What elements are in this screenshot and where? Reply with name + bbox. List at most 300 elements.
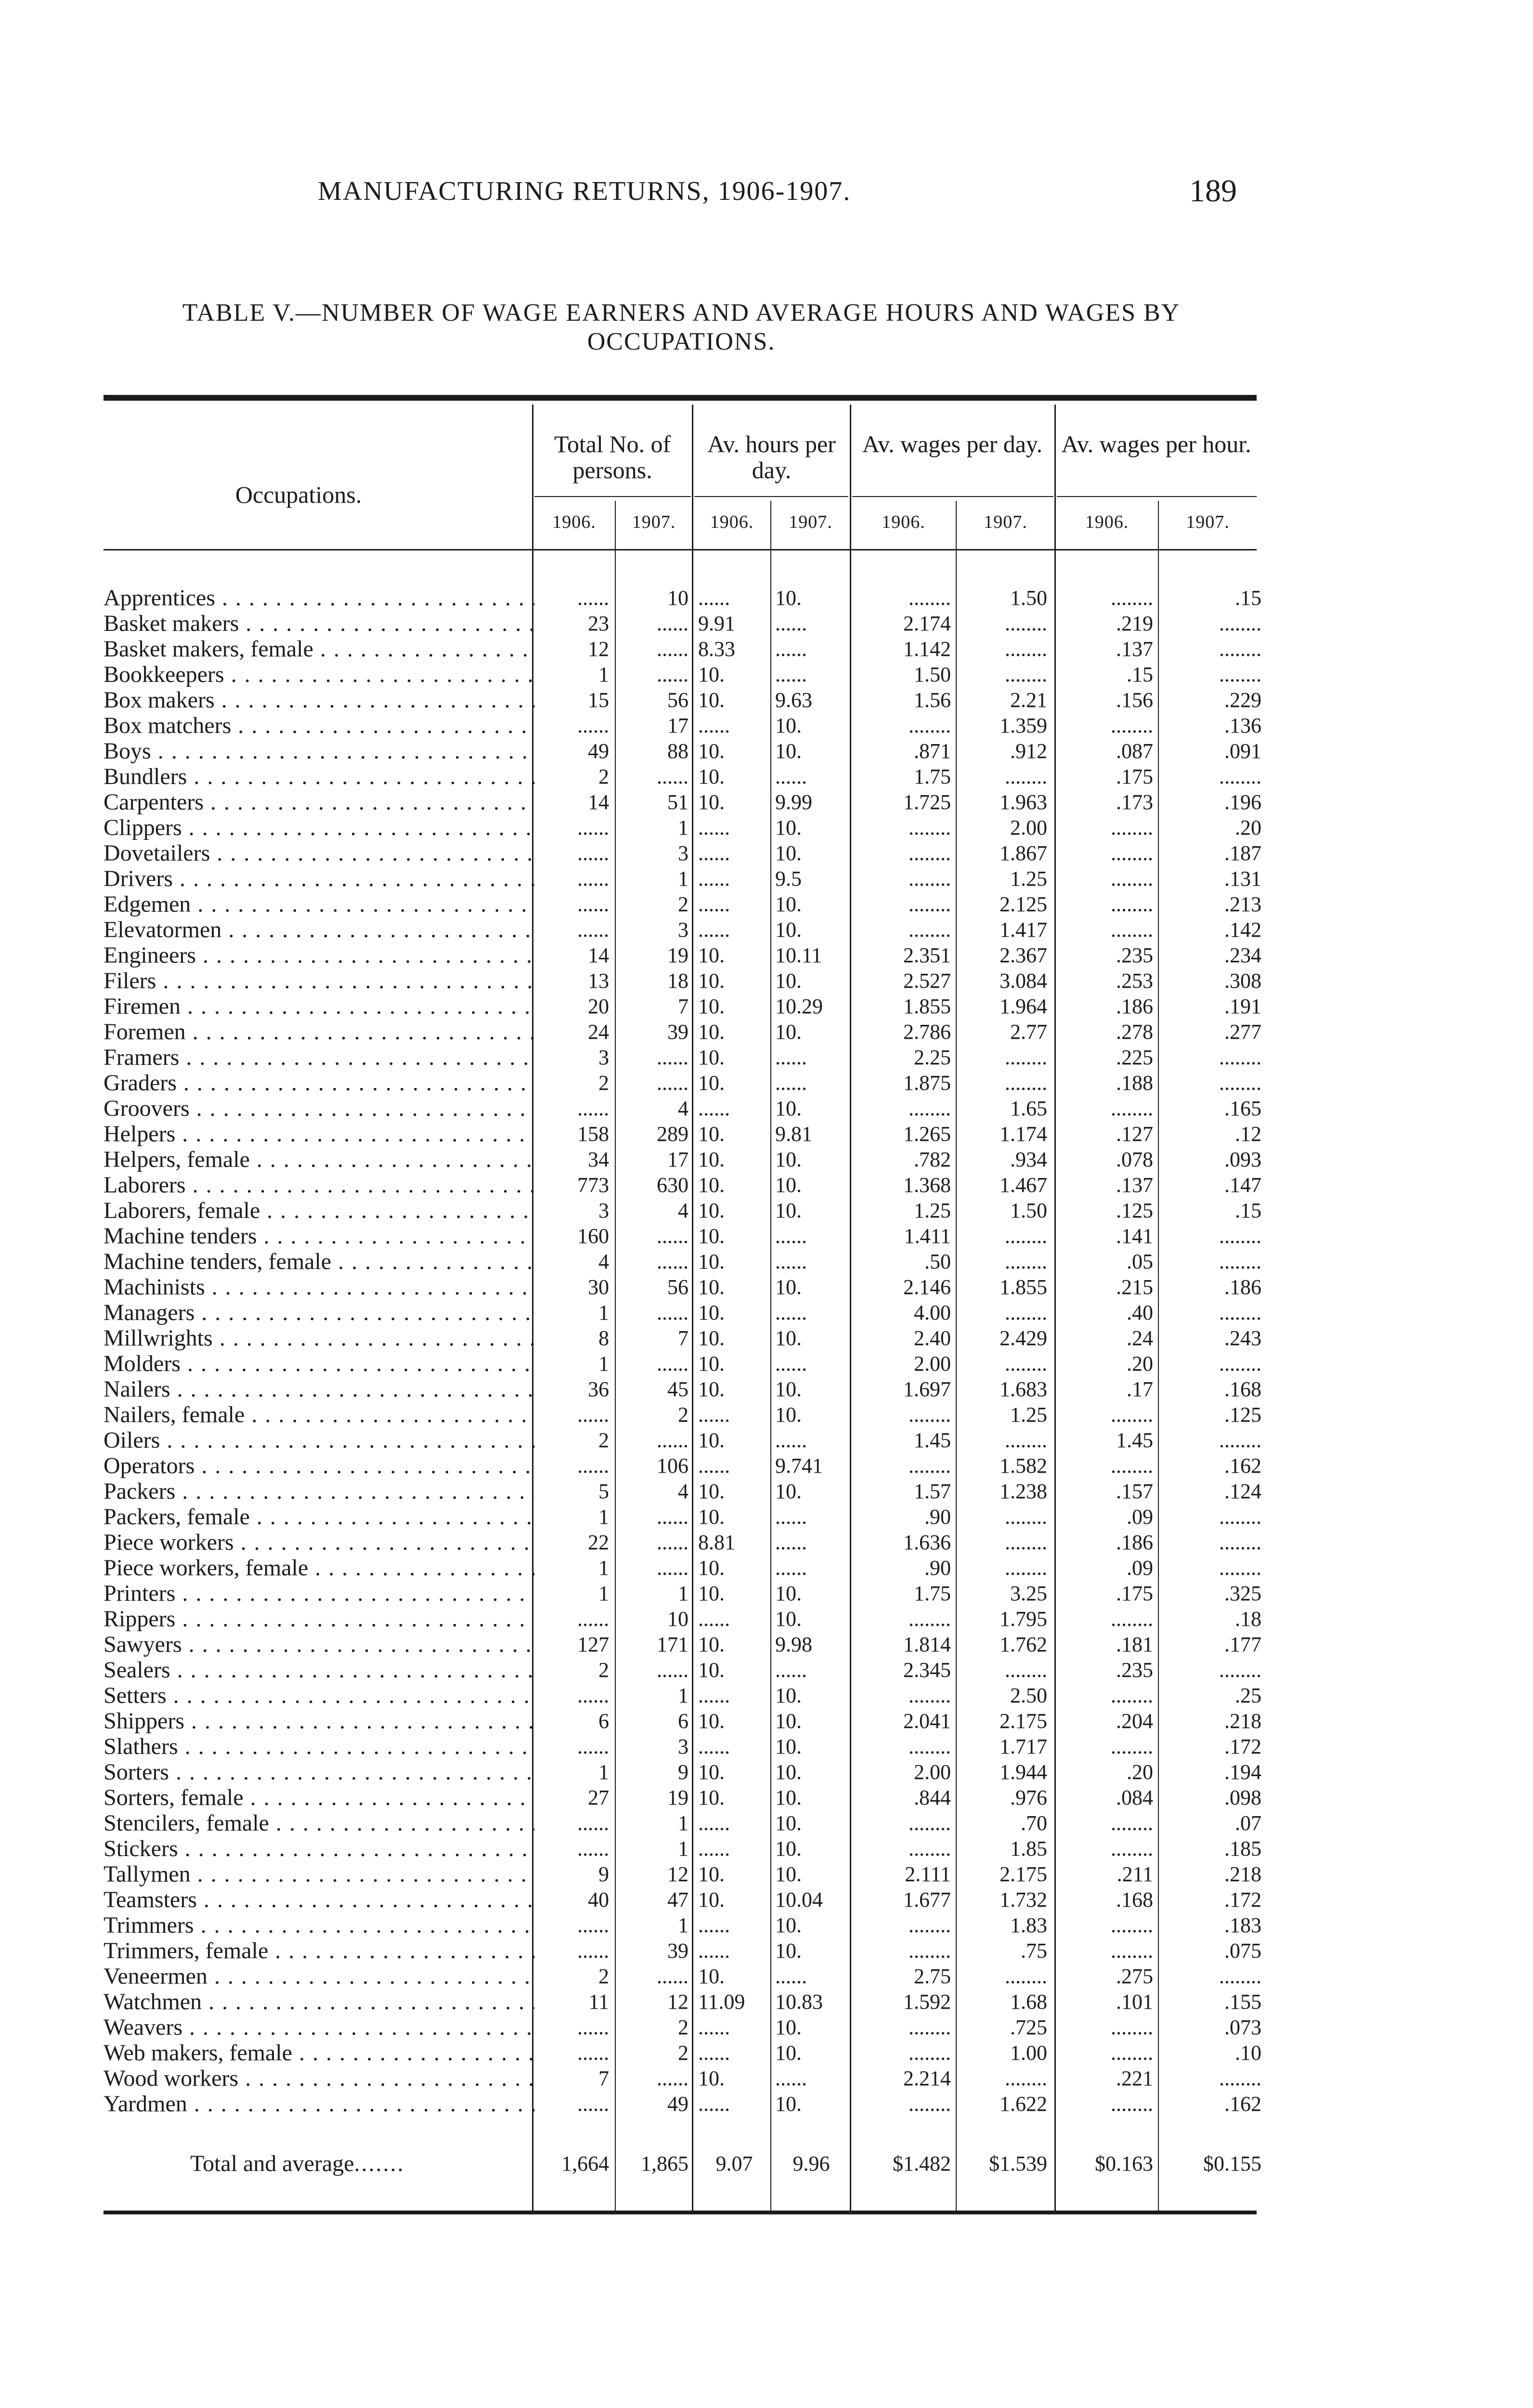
hours-1906-cell: 10. — [698, 1148, 725, 1171]
wages-hour-1907-cell: ........ — [1219, 1658, 1261, 1682]
wages-hour-1907-cell: .229 — [1224, 688, 1261, 712]
wages-hour-1907-cell: .185 — [1224, 1837, 1261, 1860]
hours-1906-cell: ...... — [698, 816, 730, 839]
wages-hour-1907-cell: .10 — [1235, 2041, 1261, 2065]
persons-1907-cell: 2 — [678, 892, 689, 916]
table-row — [104, 1070, 1261, 1096]
wages-hour-1907-cell: .218 — [1224, 1709, 1261, 1733]
persons-1907-cell: 18 — [667, 969, 689, 993]
wages-hour-1906-cell: .186 — [1116, 995, 1153, 1018]
occupation-cell: Rippers . . . — [104, 1606, 534, 1632]
persons-1906-cell: 30 — [588, 1275, 609, 1299]
persons-1907-cell: 7 — [678, 1326, 689, 1350]
table-row — [104, 1887, 1261, 1912]
occupation-cell: Slathers . . . — [104, 1734, 534, 1759]
wages-day-1906-cell: 1.142 — [903, 637, 951, 661]
wages-day-1906-cell: ........ — [909, 2015, 951, 2039]
persons-1906-cell: 14 — [588, 790, 609, 814]
table-row — [104, 1019, 1261, 1045]
wages-hour-1906-cell: .078 — [1116, 1148, 1153, 1171]
occupation-cell: Nailers, female . . . — [104, 1402, 534, 1427]
wages-hour-1906-cell: .157 — [1116, 1479, 1153, 1503]
hours-1907-cell: 10. — [775, 969, 802, 993]
persons-1906-cell: 127 — [577, 1633, 609, 1656]
wages-day-1907-cell: ........ — [1005, 1658, 1047, 1682]
wages-hour-1907-cell: ........ — [1219, 2067, 1261, 2090]
hours-1907-cell: 10. — [775, 1607, 802, 1631]
hours-1907-cell: 10. — [775, 1913, 802, 1937]
wages-hour-1906-cell: .175 — [1116, 1582, 1153, 1605]
wages-hour-1906-cell: .219 — [1116, 612, 1153, 635]
persons-1907-cell: 1 — [678, 1684, 689, 1707]
occupation-cell: Veneermen . . . — [104, 1963, 534, 1989]
wages-hour-1906-cell: ........ — [1111, 1735, 1153, 1758]
persons-1907-cell: ...... — [657, 1531, 689, 1554]
hours-1906-cell: 10. — [698, 1479, 725, 1503]
wages-hour-1906-cell: 1.45 — [1116, 1428, 1153, 1452]
persons-1906-cell: ...... — [577, 2041, 609, 2065]
wages-day-1907-cell: 1.867 — [1000, 841, 1047, 865]
wages-hour-1906-cell: .181 — [1116, 1633, 1153, 1656]
year-header: 1907. — [789, 512, 832, 532]
wages-day-1906-cell: 1.411 — [904, 1224, 951, 1248]
table-row — [104, 687, 1261, 713]
persons-1907-cell: 19 — [667, 943, 689, 967]
persons-1907-cell: 19 — [667, 1786, 689, 1809]
occupation-cell: Engineers . . . — [104, 942, 534, 968]
persons-1906-cell: 1 — [598, 1301, 609, 1324]
wages-hour-1906-cell: .05 — [1127, 1250, 1153, 1273]
persons-1907-cell: 3 — [678, 918, 689, 942]
table-row — [104, 1759, 1261, 1785]
wages-day-1907-cell: ........ — [1005, 1428, 1047, 1452]
wages-day-1906-cell: 1.592 — [903, 1990, 951, 2014]
table-row — [104, 636, 1261, 662]
wages-hour-1907-cell: .191 — [1224, 995, 1261, 1018]
hours-1906-cell: ...... — [698, 1913, 730, 1937]
persons-1906-cell: 2 — [598, 1658, 609, 1682]
persons-1906-cell: ...... — [577, 816, 609, 839]
persons-1906-cell: 2 — [598, 1428, 609, 1452]
occupation-cell: Shippers . . . — [104, 1708, 534, 1734]
occupation-cell: Wood workers . . . — [104, 2066, 534, 2091]
table-row — [104, 942, 1261, 968]
occupation-cell: Carpenters . . . — [104, 789, 534, 815]
wages-hour-1906-cell: .09 — [1127, 1556, 1153, 1580]
wages-day-1907-cell: 1.732 — [1000, 1888, 1047, 1911]
wages-hour-1906-cell: ........ — [1111, 816, 1153, 839]
wages-day-1906-cell: ........ — [909, 1097, 951, 1120]
wages-day-1906-cell: ........ — [909, 816, 951, 839]
wages-day-1907-cell: ........ — [1005, 1224, 1047, 1248]
occupation-cell: Box makers . . . — [104, 687, 534, 713]
hours-1906-cell: ...... — [698, 892, 730, 916]
wages-day-1907-cell: 1.622 — [1000, 2092, 1047, 2116]
wages-day-1906-cell: ........ — [909, 1939, 951, 1963]
hours-1906-cell: 10. — [698, 1199, 725, 1222]
hours-1907-cell: ...... — [775, 1505, 807, 1529]
header-subrule — [852, 496, 1053, 497]
persons-1907-cell: 1 — [678, 1582, 689, 1605]
persons-1907-cell: ...... — [657, 1505, 689, 1529]
hours-1907-cell: ...... — [775, 1531, 807, 1554]
wages-hour-1907-cell: .194 — [1224, 1760, 1261, 1784]
table-row — [104, 1912, 1261, 1938]
wages-day-1907-cell: 1.717 — [1000, 1735, 1047, 1758]
persons-1907-cell: 17 — [667, 714, 689, 737]
wages-day-1906-cell: 2.00 — [914, 1760, 951, 1784]
hours-1906-cell: 10. — [698, 1173, 725, 1197]
wages-day-1907-cell: 1.174 — [1000, 1122, 1047, 1146]
hours-1906-cell: ...... — [698, 841, 730, 865]
wages-day-1906-cell: .871 — [914, 739, 951, 763]
wages-hour-1906-cell: .20 — [1127, 1760, 1153, 1784]
wages-hour-1906-cell: ........ — [1111, 1939, 1153, 1963]
persons-1906-cell: 23 — [588, 612, 609, 635]
table-row — [104, 891, 1261, 917]
header-occupations: Occupations. — [235, 481, 362, 508]
table-row — [104, 1479, 1261, 1504]
persons-1906-cell: ...... — [577, 586, 609, 610]
page-number: 189 — [1189, 173, 1237, 209]
wages-day-1906-cell: 1.875 — [903, 1071, 951, 1095]
persons-1906-cell: 2 — [598, 1964, 609, 1988]
persons-1906-cell: 158 — [577, 1122, 609, 1146]
wages-hour-1907-cell: .162 — [1224, 2092, 1261, 2116]
table-row — [104, 1249, 1261, 1274]
hours-1907-cell: 10. — [775, 1479, 802, 1503]
hours-1907-cell: ...... — [775, 637, 807, 661]
wages-hour-1907-cell: ........ — [1219, 1250, 1261, 1273]
wages-day-1906-cell: 2.351 — [903, 943, 951, 967]
hours-1906-cell: 10. — [698, 1224, 725, 1248]
hours-1906-cell: 10. — [698, 943, 725, 967]
table-row — [104, 1938, 1261, 1963]
year-header: 1906. — [1085, 512, 1129, 532]
hours-1907-cell: 10.11 — [775, 943, 822, 967]
wages-hour-1907-cell: .15 — [1235, 586, 1261, 610]
wages-hour-1907-cell: ........ — [1219, 1428, 1261, 1452]
hours-1907-cell: ...... — [775, 765, 807, 788]
wages-hour-1907-cell: ........ — [1219, 612, 1261, 635]
persons-1906-cell: ...... — [577, 1403, 609, 1426]
table-row — [104, 2091, 1261, 2117]
persons-1907-cell: 289 — [657, 1122, 689, 1146]
hours-1906-cell: 10. — [698, 1046, 725, 1069]
hours-1907-cell: ...... — [775, 1352, 807, 1375]
wages-day-1906-cell: 1.265 — [903, 1122, 951, 1146]
persons-1906-cell: 773 — [577, 1173, 609, 1197]
hours-1907-cell: 10.83 — [775, 1990, 823, 2014]
persons-1906-cell: 34 — [588, 1148, 609, 1171]
total-hours-1907: 9.96 — [792, 2152, 830, 2175]
wages-hour-1906-cell: .137 — [1116, 1173, 1153, 1197]
table-row — [104, 585, 1261, 611]
persons-1907-cell: 2 — [678, 1403, 689, 1426]
wages-day-1907-cell: 2.21 — [1010, 688, 1047, 712]
table-row — [104, 1810, 1261, 1836]
hours-1906-cell: 10. — [698, 765, 725, 788]
hours-1907-cell: 10. — [775, 1684, 802, 1707]
wages-day-1906-cell: ........ — [909, 918, 951, 942]
persons-1907-cell: 56 — [667, 1275, 689, 1299]
persons-1907-cell: 39 — [667, 1020, 689, 1044]
running-title: MANUFACTURING RETURNS, 1906-1907. — [318, 176, 851, 206]
wages-day-1906-cell: 1.814 — [903, 1633, 951, 1656]
hours-1907-cell: 10. — [775, 1097, 802, 1120]
wages-hour-1906-cell: .156 — [1116, 688, 1153, 712]
wages-day-1907-cell: ........ — [1005, 1556, 1047, 1580]
table-row — [104, 1325, 1261, 1351]
table-row — [104, 1734, 1261, 1759]
hours-1907-cell: 9.741 — [775, 1454, 823, 1478]
occupation-cell: Trimmers . . . — [104, 1912, 534, 1938]
persons-1907-cell: 3 — [678, 841, 689, 865]
persons-1907-cell: 17 — [667, 1148, 689, 1171]
wages-day-1906-cell: 2.00 — [914, 1352, 951, 1375]
hours-1906-cell: 10. — [698, 1760, 725, 1784]
table-row — [104, 815, 1261, 840]
header-subrule — [534, 496, 691, 497]
wages-day-1907-cell: 2.00 — [1010, 816, 1047, 839]
persons-1906-cell: ...... — [577, 2092, 609, 2116]
occupation-cell: Sorters, female . . . — [104, 1785, 534, 1810]
wages-hour-1907-cell: .142 — [1224, 918, 1261, 942]
occupation-cell: Tallymen . . . — [104, 1861, 534, 1887]
hours-1906-cell: ...... — [698, 918, 730, 942]
wages-day-1907-cell: 1.83 — [1010, 1913, 1047, 1937]
wages-hour-1906-cell: ........ — [1111, 1684, 1153, 1707]
wages-hour-1906-cell: .275 — [1116, 1964, 1153, 1988]
occupation-cell: Piece workers . . . — [104, 1530, 534, 1555]
occupation-cell: Yardmen . . . — [104, 2091, 534, 2117]
wages-hour-1906-cell: ........ — [1111, 714, 1153, 737]
persons-1906-cell: 3 — [598, 1046, 609, 1069]
persons-1906-cell: 5 — [598, 1479, 609, 1503]
table-title: TABLE V.—NUMBER OF WAGE EARNERS AND AVERAGE HOURS AND WAGES BY OCCUPATIONS. — [182, 299, 1181, 355]
persons-1907-cell: ...... — [657, 612, 689, 635]
wages-day-1907-cell: ........ — [1005, 1046, 1047, 1069]
wages-day-1907-cell: 1.68 — [1010, 1990, 1047, 2014]
wages-hour-1906-cell: .211 — [1117, 1862, 1153, 1886]
hours-1907-cell: 10. — [775, 739, 802, 763]
hours-1906-cell: 10. — [698, 1658, 725, 1682]
hours-1907-cell: 10.29 — [775, 995, 823, 1018]
table-row — [104, 1606, 1261, 1632]
table-row — [104, 1785, 1261, 1810]
wages-day-1906-cell: ........ — [909, 841, 951, 865]
header-bottom-rule — [104, 549, 1257, 550]
hours-1907-cell: 10. — [775, 1735, 802, 1758]
hours-1907-cell: 10. — [775, 2041, 802, 2065]
wages-day-1907-cell: ........ — [1005, 1964, 1047, 1988]
hours-1907-cell: 10. — [775, 1403, 802, 1426]
table-body — [104, 585, 1261, 2117]
wages-hour-1906-cell: .235 — [1116, 943, 1153, 967]
persons-1906-cell: ...... — [577, 2015, 609, 2039]
hours-1907-cell: 9.98 — [775, 1633, 812, 1656]
wages-hour-1907-cell: .325 — [1224, 1582, 1261, 1605]
wages-day-1907-cell: 2.175 — [1000, 1709, 1047, 1733]
wages-hour-1907-cell: .162 — [1224, 1454, 1261, 1478]
table-row — [104, 1300, 1261, 1325]
wages-hour-1906-cell: ........ — [1111, 2092, 1153, 2116]
persons-1906-cell: 6 — [598, 1709, 609, 1733]
persons-1906-cell: 1 — [598, 1556, 609, 1580]
wages-hour-1907-cell: .234 — [1224, 943, 1261, 967]
persons-1907-cell: 45 — [667, 1377, 689, 1401]
wages-hour-1906-cell: ........ — [1111, 1454, 1153, 1478]
wages-hour-1906-cell: .278 — [1116, 1020, 1153, 1044]
hours-1906-cell: 10. — [698, 1352, 725, 1375]
wages-hour-1906-cell: .101 — [1116, 1990, 1153, 2014]
table-top-rule — [104, 395, 1257, 401]
hours-1907-cell: ...... — [775, 1224, 807, 1248]
wages-hour-1906-cell: .087 — [1116, 739, 1153, 763]
hours-1907-cell: 10. — [775, 1811, 802, 1835]
wages-day-1907-cell: .75 — [1021, 1939, 1047, 1963]
hours-1906-cell: 10. — [698, 2067, 725, 2090]
hours-1906-cell: 10. — [698, 1888, 725, 1911]
occupation-cell: Web makers, female . . . — [104, 2040, 534, 2066]
wages-day-1907-cell: ........ — [1005, 663, 1047, 686]
wages-hour-1906-cell: .084 — [1116, 1786, 1153, 1809]
wages-day-1907-cell: 1.963 — [1000, 790, 1047, 814]
occupation-cell: Firemen . . . — [104, 994, 534, 1019]
wages-day-1906-cell: ........ — [909, 586, 951, 610]
wages-day-1907-cell: ........ — [1005, 1071, 1047, 1095]
wages-day-1907-cell: 1.359 — [1000, 714, 1047, 737]
persons-1907-cell: 51 — [667, 790, 689, 814]
wages-day-1906-cell: .90 — [924, 1556, 951, 1580]
wages-hour-1907-cell: .091 — [1224, 739, 1261, 763]
wages-hour-1906-cell: ........ — [1111, 1913, 1153, 1937]
persons-1906-cell: 24 — [588, 1020, 609, 1044]
hours-1906-cell: 10. — [698, 1275, 725, 1299]
wages-day-1906-cell: 2.146 — [903, 1275, 951, 1299]
hours-1907-cell: 10. — [775, 2092, 802, 2116]
persons-1906-cell: 3 — [598, 1199, 609, 1222]
wages-day-1906-cell: 1.636 — [903, 1531, 951, 1554]
wages-hour-1906-cell: ........ — [1111, 867, 1153, 890]
persons-1907-cell: 10 — [667, 1607, 689, 1631]
wages-day-1907-cell: ........ — [1005, 1505, 1047, 1529]
occupation-cell: Molders . . . — [104, 1351, 534, 1376]
occupation-cell: Machine tenders . . . — [104, 1223, 534, 1249]
wages-hour-1907-cell: .218 — [1224, 1862, 1261, 1886]
table-row — [104, 1376, 1261, 1402]
occupation-cell: Packers . . . — [104, 1479, 534, 1504]
persons-1906-cell: ...... — [577, 1735, 609, 1758]
wages-day-1906-cell: 1.725 — [903, 790, 951, 814]
occupation-cell: Edgemen . . . — [104, 891, 534, 917]
wages-day-1906-cell: 1.45 — [914, 1428, 951, 1452]
hours-1907-cell: ...... — [775, 663, 807, 686]
persons-1906-cell: ...... — [577, 841, 609, 865]
wages-hour-1907-cell: .15 — [1235, 1199, 1261, 1222]
hours-1906-cell: 10. — [698, 1428, 725, 1452]
occupation-cell: Stickers . . . — [104, 1836, 534, 1861]
hours-1907-cell: 10. — [775, 2015, 802, 2039]
persons-1907-cell: ...... — [657, 1224, 689, 1248]
table-row — [104, 1861, 1261, 1887]
occupation-cell: Framers . . . — [104, 1045, 534, 1070]
table-row — [104, 968, 1261, 994]
wages-day-1906-cell: 1.75 — [914, 765, 951, 788]
persons-1907-cell: ...... — [657, 1352, 689, 1375]
wages-day-1906-cell: 2.25 — [914, 1046, 951, 1069]
persons-1907-cell: 6 — [678, 1709, 689, 1733]
wages-day-1907-cell: 2.77 — [1010, 1020, 1047, 1044]
wages-day-1906-cell: ........ — [909, 1403, 951, 1426]
hours-1907-cell: ...... — [775, 1658, 807, 1682]
hours-1906-cell: ...... — [698, 1097, 730, 1120]
wages-hour-1906-cell: ........ — [1111, 1097, 1153, 1120]
wages-day-1907-cell: ........ — [1005, 1531, 1047, 1554]
occupation-cell: Machinists . . . — [104, 1274, 534, 1300]
table-row — [104, 1427, 1261, 1453]
wages-hour-1906-cell: .40 — [1127, 1301, 1153, 1324]
persons-1907-cell: 2 — [678, 2041, 689, 2065]
wages-day-1906-cell: 2.111 — [905, 1862, 951, 1886]
occupation-cell: Basket makers, female . . . — [104, 636, 534, 662]
persons-1906-cell: ...... — [577, 867, 609, 890]
persons-1906-cell: ...... — [577, 1684, 609, 1707]
persons-1907-cell: ...... — [657, 765, 689, 788]
hours-1906-cell: ...... — [698, 1735, 730, 1758]
persons-1907-cell: 1 — [678, 1837, 689, 1860]
wages-day-1906-cell: 2.214 — [903, 2067, 951, 2090]
hours-1906-cell: ...... — [698, 1607, 730, 1631]
occupation-cell: Teamsters . . . — [104, 1887, 534, 1912]
hours-1907-cell: 10. — [775, 1837, 802, 1860]
hours-1907-cell: ...... — [775, 2067, 807, 2090]
table-row — [104, 1198, 1261, 1223]
persons-1907-cell: ...... — [657, 1046, 689, 1069]
hours-1906-cell: 8.81 — [698, 1531, 735, 1554]
occupation-cell: Piece workers, female . . . — [104, 1555, 534, 1581]
persons-1906-cell: 11 — [588, 1990, 609, 2014]
wages-hour-1906-cell: .173 — [1116, 790, 1153, 814]
wages-day-1907-cell: 1.855 — [1000, 1275, 1047, 1299]
hours-1907-cell: ...... — [775, 1964, 807, 1988]
persons-1906-cell: ...... — [577, 1913, 609, 1937]
hours-1907-cell: 9.81 — [775, 1122, 812, 1146]
wages-hour-1907-cell: .172 — [1224, 1888, 1261, 1911]
wages-day-1906-cell: 2.75 — [914, 1964, 951, 1988]
wages-hour-1907-cell: ........ — [1219, 663, 1261, 686]
hours-1907-cell: 10. — [775, 841, 802, 865]
occupation-cell: Bundlers . . . — [104, 764, 534, 789]
wages-day-1906-cell: ........ — [909, 867, 951, 890]
hours-1907-cell: 10. — [775, 1582, 802, 1605]
wages-day-1907-cell: 1.582 — [1000, 1454, 1047, 1478]
table-row — [104, 917, 1261, 942]
total-persons-1907: 1,865 — [641, 2152, 689, 2175]
persons-1906-cell: 20 — [588, 995, 609, 1018]
persons-1906-cell: 1 — [598, 1352, 609, 1375]
occupation-cell: Laborers . . . — [104, 1172, 534, 1198]
wages-hour-1907-cell: .165 — [1224, 1097, 1261, 1120]
occupation-cell: Packers, female . . . — [104, 1504, 534, 1530]
total-wages-hour-1906: $0.163 — [1095, 2152, 1153, 2175]
hours-1906-cell: 10. — [698, 1377, 725, 1401]
persons-1907-cell: 12 — [667, 1862, 689, 1886]
occupation-cell: Weavers . . . — [104, 2015, 534, 2040]
wages-day-1906-cell: 2.40 — [914, 1326, 951, 1350]
wages-hour-1907-cell: .172 — [1224, 1735, 1261, 1758]
wages-hour-1907-cell: .098 — [1224, 1786, 1261, 1809]
